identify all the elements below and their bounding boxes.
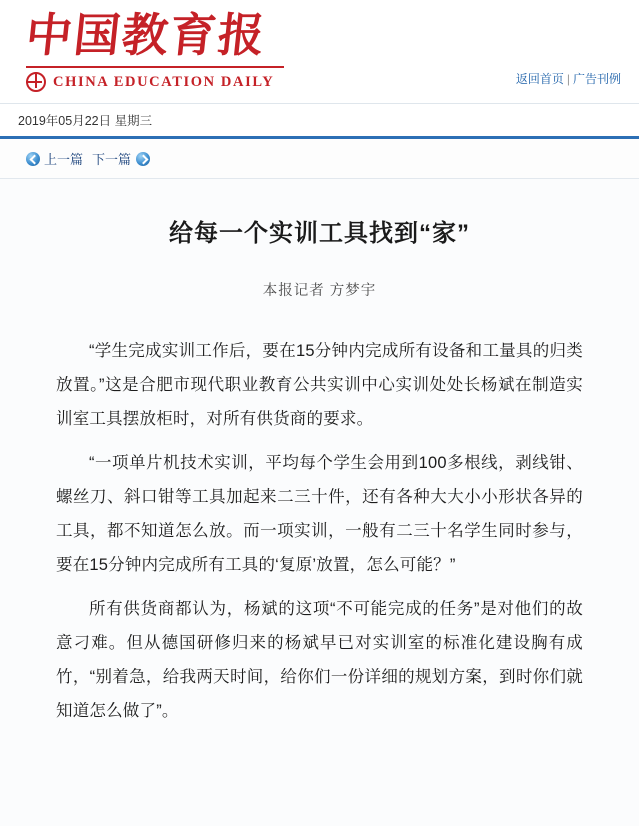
top-links xyxy=(516,70,621,87)
circle-arrow-right-icon[interactable] xyxy=(136,152,150,166)
publication-date: 2019年05月22日 星期三 xyxy=(18,114,153,128)
byline: 本报记者 方梦宇 xyxy=(262,283,377,299)
article-body xyxy=(0,179,639,748)
logo-english-row xyxy=(26,72,296,92)
ads-link[interactable]: 广告刊例 xyxy=(572,72,621,86)
date-bar xyxy=(0,104,639,139)
site-logo[interactable] xyxy=(23,8,296,96)
next-article-link[interactable]: 下一篇 xyxy=(92,152,132,167)
home-link[interactable]: 返回首页 xyxy=(515,72,564,86)
article-paragraph: 所有供货商都认为，杨斌的这项“不可能完成的任务”是对他们的故意刁难。但从德国研修归来的杨斌早已对实训室的标准化建设胸有成竹，“别着急，给我两天时间，给你们一份详细的规划方案，到时你们就知道怎么做了”。 xyxy=(56,600,583,720)
article-paragraph: “学生完成实训工作后，要在15分钟内完成所有设备和工量具的归类放置。”这是合肥市现代职业教育公共实训中心实训处处长杨斌在制造实训室工具摆放柜时，对所有供货商的要求。 xyxy=(56,342,583,428)
article-paragraph: “一项单片机技术实训，平均每个学生会用到100多根线，剥线钳、螺丝刀、斜口钳等工具加起来二三十件，还有各种大大小小形状各异的工具，都不知道怎么放。而一项实训，一般有二三十名学生同时参与，要在15分钟内完成所有工具的‘复原’放置，怎么可能？” xyxy=(56,454,583,574)
globe-icon xyxy=(26,72,46,92)
circle-arrow-left-icon[interactable] xyxy=(26,152,40,166)
page-title: 给每一个实训工具找到“家” xyxy=(169,220,470,247)
logo-divider xyxy=(26,66,284,68)
prev-article-link[interactable]: 上一篇 xyxy=(44,152,84,167)
masthead xyxy=(0,0,639,104)
logo-chinese-title: 中国教育报 xyxy=(23,10,269,61)
logo-english-title: CHINA EDUCATION DAILY xyxy=(53,73,275,90)
link-separator: | xyxy=(566,72,570,86)
article-nav xyxy=(0,139,639,179)
